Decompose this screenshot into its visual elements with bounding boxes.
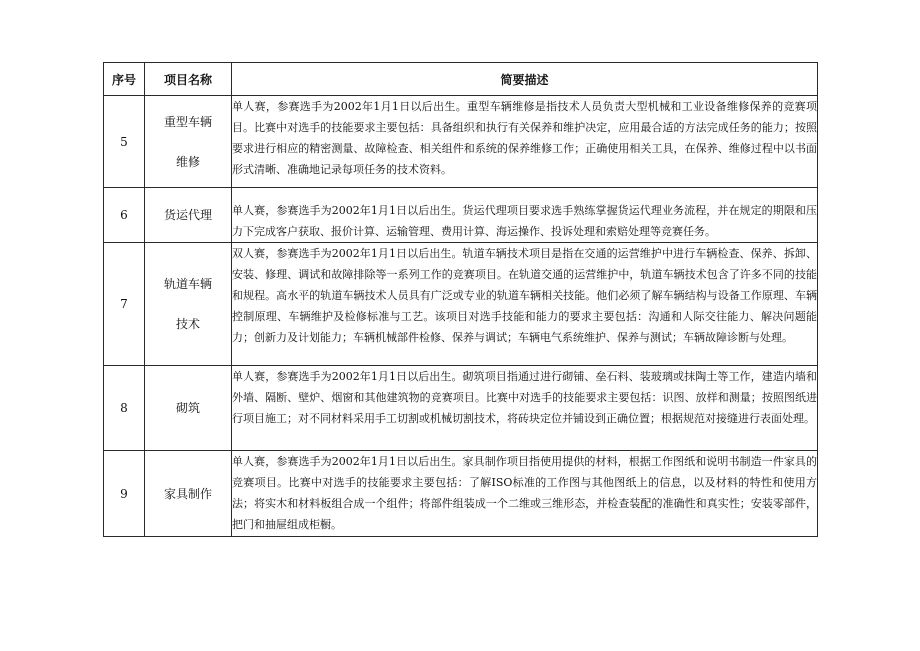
row-name-line: 技术	[175, 317, 200, 331]
row-no: 8	[104, 366, 145, 451]
header-desc: 简要描述	[232, 63, 818, 96]
row-name-line: 家具制作	[163, 486, 212, 501]
row-no: 9	[104, 451, 145, 537]
table-row	[104, 366, 818, 451]
table-row	[104, 96, 818, 188]
row-name	[145, 366, 232, 451]
row-name	[145, 188, 232, 243]
row-name	[145, 451, 232, 537]
row-name	[145, 96, 232, 188]
table-row	[104, 188, 818, 243]
row-desc: 单人赛，参赛选手为2002年1月1日以后出生。家具制作项目指使用提供的材料，根据工作图纸和说明书制造一件家具的竞赛项目。比赛中对选手的技能要求主要包括：了解ISO标准的工作图与其他图纸上的信息，以及材料的特性和使用方法；将实木和材料板组合成一个组件；将部件组装成一个二维或三维形态，并检查装配的准确性和真实性；安装零部件，把门和抽屉组成柜橱。	[232, 451, 818, 537]
project-table	[103, 62, 818, 537]
row-desc: 单人赛，参赛选手为2002年1月1日以后出生。重型车辆维修是指技术人员负责大型机械和工业设备维修保养的竞赛项目。比赛中对选手的技能要求主要包括：具备组织和执行有关保养和维护决定，应用最合适的方法完成任务的能力；按照要求进行相应的精密测量、故障检查、相关组件和系统的保养维修工作；正确使用相关工具，在保养、维修过程中以书面形式清晰、准确地记录每项任务的技术资料。	[232, 96, 818, 188]
row-name-line: 重型车辆	[163, 114, 212, 129]
row-desc: 双人赛，参赛选手为2002年1月1日以后出生。轨道车辆技术项目是指在交通的运营维护中进行车辆检查、保养、拆卸、安装、修理、调试和故障排除等一系列工作的竞赛项目。在轨道交通的运营维护中，轨道车辆技术包含了许多不同的技能和规程。高水平的轨道车辆技术人员具有广泛或专业的轨道车辆相关技能。他们必须了解车辆结构与设备工作原理、车辆控制原理、车辆维护及检修标准与工艺。该项目对选手技能和能力的要求主要包括：沟通和人际交往能力、解决问题能力；创新力及计划能力；车辆机械部件检修、保养与调试；车辆电气系统维护、保养与测试；车辆故障诊断与处理。	[232, 243, 818, 366]
row-no: 7	[104, 243, 145, 366]
table-row	[104, 243, 818, 366]
row-name-line: 轨道车辆	[163, 277, 212, 291]
header-no: 序号	[104, 63, 145, 96]
row-desc: 单人赛，参赛选手为2002年1月1日以后出生。货运代理项目要求选手熟练掌握货运代理业务流程，并在规定的期限和压力下完成客户获取、报价计算、运输管理、费用计算、海运操作、投诉处理和索赔处理等竞赛任务。	[232, 188, 818, 243]
row-no: 5	[104, 96, 145, 188]
row-name-line: 维修	[175, 154, 200, 169]
header-row	[104, 63, 818, 96]
row-name-line: 货运代理	[163, 208, 212, 222]
row-desc: 单人赛，参赛选手为2002年1月1日以后出生。砌筑项目指通过进行砌铺、垒石料、装玻璃或抹陶土等工作，建造内墙和外墙、隔断、壁炉、烟窗和其他建筑物的竞赛项目。比赛中对选手的技能要求主要包括：识图、放样和测量；按照图纸进行项目施工；对不同材料采用手工切割或机械切割技术，将砖块定位并铺设到正确位置；根据规范对接缝进行表面处理。	[232, 366, 818, 451]
row-no: 6	[104, 188, 145, 243]
row-name	[145, 243, 232, 366]
row-name-line: 砌筑	[175, 401, 200, 415]
table-row	[104, 451, 818, 537]
header-name: 项目名称	[145, 63, 232, 96]
